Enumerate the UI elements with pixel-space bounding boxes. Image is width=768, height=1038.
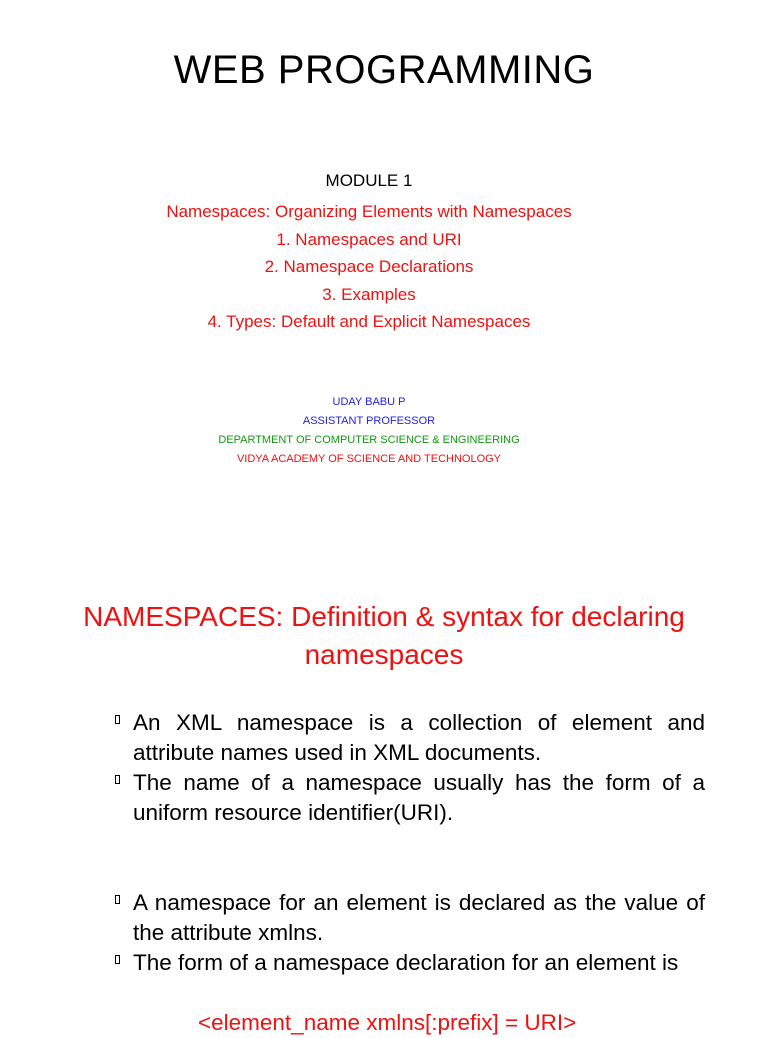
topic-item: 4. Types: Default and Explicit Namespaces	[207, 312, 531, 331]
slide-heading: NAMESPACES: Definition & syntax for declaring namespaces	[83, 601, 685, 670]
box-bullet-icon	[115, 708, 120, 732]
author-name: UDAY BABU P	[332, 396, 406, 408]
topic-list	[0, 198, 738, 336]
box-bullet-icon	[115, 888, 120, 912]
bullet-item	[133, 948, 705, 978]
module-label: MODULE 1	[325, 171, 413, 190]
topic-description: : Organizing Elements with Namespaces	[265, 202, 572, 221]
bullet-text: A namespace for an element is declared as the value of the attribute xmlns.	[133, 890, 705, 945]
bullet-item	[133, 888, 705, 948]
author-designation: ASSISTANT PROFESSOR	[302, 415, 436, 427]
course-title: WEB PROGRAMMING	[173, 48, 595, 92]
topic-item: 2. Namespace Declarations	[264, 257, 474, 276]
bullet-item	[133, 708, 705, 768]
topic-label: Namespaces	[166, 202, 266, 221]
department-name: DEPARTMENT OF COMPUTER SCIENCE & ENGINEERING	[218, 434, 520, 446]
box-bullet-icon	[115, 948, 120, 972]
bullet-item	[133, 768, 705, 828]
topic-item: 3. Examples	[322, 284, 416, 304]
topic-heading	[0, 198, 738, 226]
bullet-text: The form of a namespace declaration for an element is	[133, 950, 679, 975]
declaration-syntax: <element_name xmlns[:prefix] = URI>	[198, 1010, 577, 1035]
author-credits	[0, 393, 738, 469]
box-bullet-icon	[115, 768, 120, 792]
institution-name: VIDYA ACADEMY OF SCIENCE AND TECHNOLOGY	[236, 453, 502, 465]
bullet-text: The name of a namespace usually has the form of a uniform resource identifier(URI).	[133, 770, 705, 825]
bullet-text: An XML namespace is a collection of element and attribute names used in XML documents.	[133, 710, 705, 765]
topic-item: 1. Namespaces and URI	[276, 229, 462, 249]
